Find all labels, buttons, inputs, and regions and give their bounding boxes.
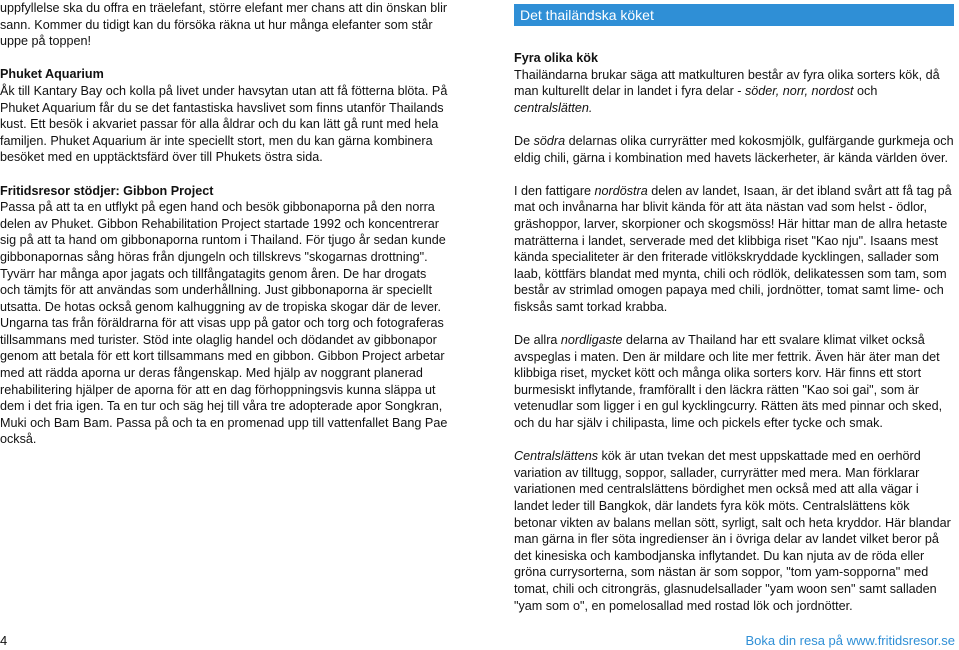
aquarium-heading: Phuket Aquarium	[0, 67, 104, 82]
kitchen-paragraph-1: Thailändarna brukar säga att matkulturen består av fyra olika sorters kök, då man kulturellt delar in landet i fyra delar - söder, norr, nordost och centralslätten.	[514, 67, 940, 115]
kitchen-paragraph-4: De allra nordligaste delarna av Thailand har ett svalare klimat vilket också avspeglas i maten. Den är mildare och lite mer fettrik. Även här äter man det klibbiga riset, mycket kött och många olika sorters korv. Här finns ett stort burmesiskt inflytande, framförallt i den läckra rätten "Kao soi gai", som är vetenudlar som ligger i en gul kycklingcurry. Rätten äts med pinnar och sked, och du har själv i chilipasta, lime och pickels efter tycke och smak.	[514, 333, 943, 431]
gibbon-paragraph: Passa på att ta en utflykt på egen hand och besök gibbonaporna på den norra delen av Phuket. Gibbon Rehabilitation Project startade 1992 och koncentrerar sig på att ta hand om gibbonaporna runtom i Thailand. För tjugo år sedan kunde gibbonapornas sång höras från djungeln och tillskrevs "skogarnas drottning". Tyvärr har många apor jagats och tillfångatagits genom åren. De har drogats och tämjts för att användas som underhållning. Just gibbonaporna är speciellt utsatta. De hotas också genom kalhuggning av de tropiska skogar där de lever. Ungarna tas från föräldrarna för att visas upp på gator och torg och fotograferas tillsammans med turister. Stöd inte olaglig handel och dödandet av gibbonapor genom att betala för ett kort tillsammans med en gibbon. Gibbon Project arbetar med att rädda aporna ur deras fångenskap. Med hjälp av noggrant planerad rehabilitering hjälper de aporna för att en dag förhoppningsvis kunna släppa ut dem i det fria igen. Ta en tur och säg hej till våra tre adopterade apor Songkran, Muki och Bam Bam. Passa på och ta en promenad upp till vattenfallet Bang Pae också.	[0, 200, 448, 447]
left-column	[0, 0, 448, 448]
kitchen-paragraph-2: De södra delarnas olika curryrätter med kokosmjölk, gulfärgande gurkmeja och eldig chili, gärna i kombination med havets läckerheter, är kända världen över.	[514, 133, 954, 165]
section-banner: Det thailändska köket	[514, 4, 954, 26]
kitchen-heading: Fyra olika kök	[514, 51, 598, 65]
intro-paragraph: uppfyllelse ska du offra en träelefant, större elefant mer chans att din önskan blir sann. Kommer du tidigt kan du försöka räkna ut hur många elefanter som står uppe på toppen!	[0, 1, 448, 49]
kitchen-paragraph-5: Centralslättens kök är utan tvekan det mest uppskattade med en oerhörd variation av tilltugg, soppor, sallader, curryrätter med mera. Man förklarar variationen med centralslättens bördighet men också med att alla vägar i landet leder till Bangkok, där landets fyra kök möts. Centralslättens kök betonar vikten av balans mellan sött, syrligt, salt och heta kryddor. Här blandar man gärna in fler söta ingredienser än i övriga delar av landet vilket beror på det kinesiska och kambodjanska inflytandet. Du kan njuta av de röda eller gröna currysorterna, som nästan är som soppor, "tom yam-sopporna" med tomat, chili och citrongräs, glasnudelsallader "yam woon sen" samt salladen "yam som o", en pomelosallad med rostad lök och jordnötter.	[514, 449, 951, 613]
right-column	[514, 0, 954, 614]
kitchen-paragraph-3: I den fattigare nordöstra delen av landet, Isaan, är det ibland svårt att få tag på mat och invånarna har blivit kända för att äta nästan vad som helst - ödlor, gräshoppor, larver, skorpioner och skogsmöss! Här hittar man de allra hetaste maträtterna i landet, serverade med det klibbiga riset "Kao nju". Isaans mest kända specialiteter är den friterade vitlökskryddade kycklingen, sallader som laab, köttfärs blandat med mynta, chili och rödlök, delikatessen som tam, som består av strimlad omogen papaya med chili, jordnötter, tomat samt lime- och fisksås samt torkad krabba.	[514, 183, 952, 314]
gibbon-heading: Fritidsresor stödjer: Gibbon Project	[0, 183, 214, 198]
page-number: 4	[0, 633, 8, 648]
booking-link[interactable]: Boka din resa på www.fritidsresor.se	[745, 633, 955, 648]
aquarium-paragraph: Åk till Kantary Bay och kolla på livet under havsytan utan att få fötterna blöta. På Phuket Aquarium får du se det fantastiska havslivet som finns utanför Thailands kust. Ett besök i akvariet passar för alla åldrar och du kan lätt gå runt med hela familjen. Phuket Aquarium är inte speciellt stort, men du kan gärna kombinera besöket med en upptäcktsfärd över till Phukets östra sida.	[0, 83, 448, 165]
